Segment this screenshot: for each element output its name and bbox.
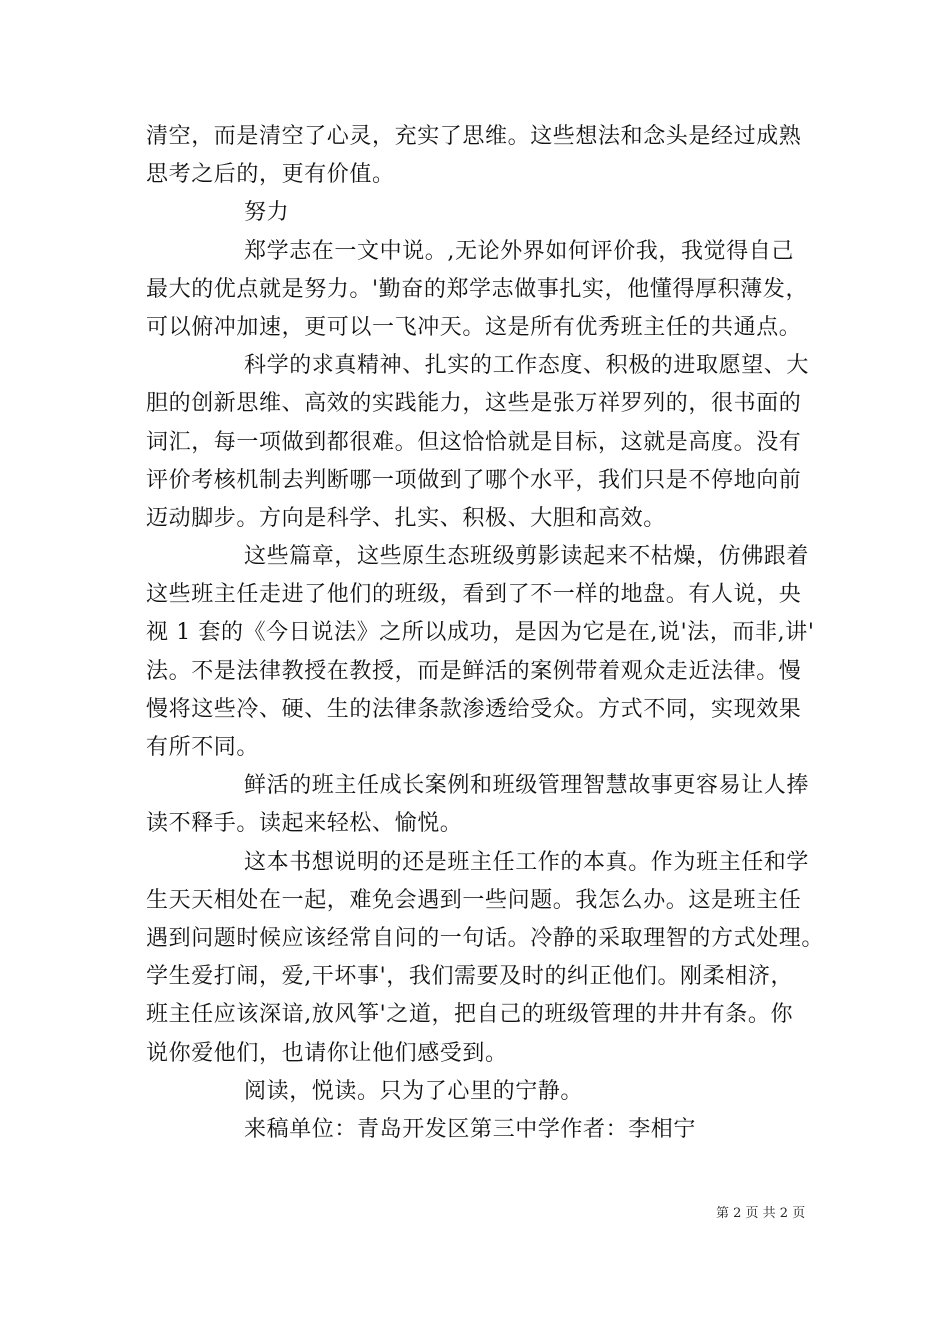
- text-line: 阅读，悦读。只为了心里的宁静。: [244, 1078, 584, 1104]
- text-line: 迈动脚步。方向是科学、扎实、积极、大胆和高效。: [146, 505, 666, 531]
- text-line: 词汇，每一项做到都很难。但这恰恰就是目标，这就是高度。没有: [146, 429, 802, 455]
- text-line: 视 1 套的《今日说法》之所以成功，是因为它是在,说'法，而非,讲': [146, 620, 815, 646]
- document-body: [146, 118, 825, 1149]
- text-line: 可以俯冲加速，更可以一飞冲天。这是所有优秀班主任的共通点。: [146, 314, 802, 340]
- text-line: 胆的创新思维、高效的实践能力，这些是张万祥罗列的，很书面的: [146, 391, 802, 417]
- text-line: 努力: [244, 200, 290, 226]
- text-line: 这些篇章，这些原生态班级剪影读起来不枯燥，仿佛跟着: [244, 544, 810, 570]
- text-line: 有所不同。: [146, 735, 260, 760]
- text-line: 鲜活的班主任成长案例和班级管理智慧故事更容易让人捧: [244, 773, 810, 799]
- text-line: 学生爱打闹，爱,干坏事'，我们需要及时的纠正他们。刚柔相济，: [146, 964, 794, 990]
- text-line: 评价考核机制去判断哪一项做到了哪个水平，我们只是不停地向前: [146, 467, 802, 493]
- text-line: 科学的求真精神、扎实的工作态度、积极的进取愿望、大: [244, 353, 810, 379]
- text-line: 遇到问题时候应该经常自问的一句话。冷静的采取理智的方式处理。: [146, 925, 825, 951]
- page-number: 第 2 页 共 2 页: [716, 1206, 806, 1221]
- text-line: 生天天相处在一起，难免会遇到一些问题。我怎么办。这是班主任: [146, 887, 802, 913]
- text-line: 法。不是法律教授在教授，而是鲜活的案例带着观众走近法律。慢: [146, 658, 802, 684]
- text-line: 这些班主任走进了他们的班级，看到了不一样的地盘。有人说，央: [146, 582, 802, 608]
- text-line: 思考之后的，更有价值。: [146, 162, 395, 188]
- text-line: 说你爱他们，也请你让他们感受到。: [146, 1040, 508, 1066]
- text-line: 读不释手。读起来轻松、愉悦。: [146, 811, 463, 837]
- text-line: 来稿单位：青岛开发区第三中学作者：李相宁: [244, 1116, 697, 1142]
- text-line: 班主任应该深谙,放风筝'之道，把自己的班级管理的井井有条。你: [146, 1002, 794, 1028]
- text-line: 最大的优点就是努力。'勤奋的郑学志做事扎实，他懂得厚积薄发，: [146, 276, 809, 302]
- text-line: 清空，而是清空了心灵，充实了思维。这些想法和念头是经过成熟: [146, 124, 802, 149]
- text-line: 慢将这些冷、硬、生的法律条款渗透给受众。方式不同，实现效果: [146, 696, 802, 722]
- text-line: 这本书想说明的还是班主任工作的本真。作为班主任和学: [244, 849, 810, 875]
- text-line: 郑学志在一文中说。,无论外界如何评价我，我觉得自己: [244, 238, 794, 264]
